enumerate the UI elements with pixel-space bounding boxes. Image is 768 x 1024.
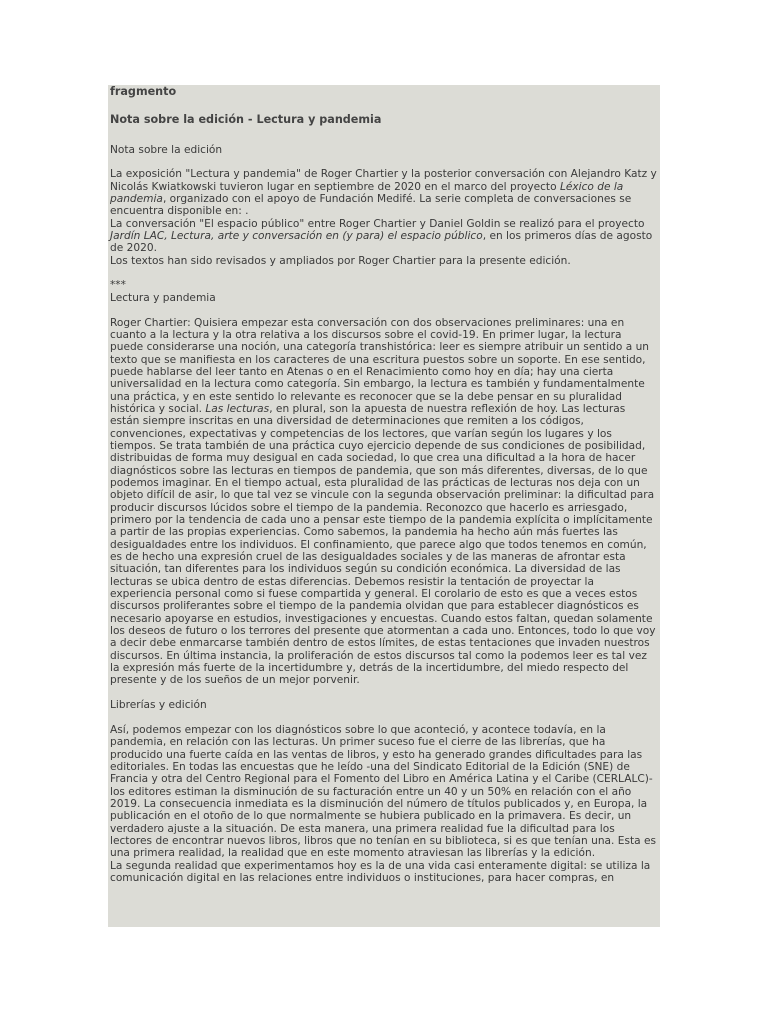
paragraph-text: La exposición "Lectura y pandemia" de Roger Chartier y la posterior conversación con Alejandro Katz y Nicolás Kwiatkowski tuvieron lugar en septiembre de 2020 en el marco del proyecto	[110, 168, 657, 193]
paragraph-text: , en plural, son la apuesta de nuestra reflexión de hoy. Las lecturas están siempre inscritas en una diversidad de determinaciones que remiten a los códigos, convenciones, expectativas y competencias de los lectores, que varían según los lugares y los tiempos. Se trata también de una práctica cuyo ejercicio depende de sus condiciones de posibilidad, distribuidas de forma muy desigual en cada sociedad, lo que crea una dificultad a la hora de hacer diagnósticos sobre las lecturas en tiempos de pandemia, que son más diferentes, diversas, de lo que podemos imaginar. En el tiempo actual, esta pluralidad de las prácticas de lecturas nos deja con un objeto difícil de asir, lo que tal vez se vincule con la segunda observación preliminar: la dificultad para producir discursos lúcidos sobre el tiempo de la pandemia. Reconozco que hacerlo es arriesgado, primero por la tendencia de cada uno a pensar este tiempo de la pandemia explícita o implícitamente a partir de las propias experiencias. Como sabemos, la pandemia ha hecho aún más fuertes las desigualdades entre los individuos. El confinamiento, que parece algo que todos tenemos en común, es de hecho una expresión cruel de las desigualdades sociales y de las maneras de afrontar esta situación, tan diferentes para los individuos según su condición económica. La diversidad de las lecturas se ubica dentro de estas diferencias. Debemos resistir la tentación de proyectar la experiencia personal como si fuese compartida y general. El corolario de esto es que a veces estos discursos proliferantes sobre el tiempo de la pandemia olvidan que para establecer diagnósticos es necesario apoyarse en estudios, investigaciones y encuestas. Cuando estos faltan, quedan solamente los deseos de futuro o los terrores del presente que atormentan a cada uno. Entonces, todo lo que voy a decir debe enmarcarse también dentro de estos límites, de estas tentaciones que invaden nuestros discursos. En última instancia, la proliferación de estos discursos tal como la podemos leer es tal vez la expresión más fuerte de la incertidumbre y, detrás de la incertidumbre, del miedo respecto del presente y de los sueños de un mejor porvenir.	[110, 402, 656, 687]
paragraph-nota-3: Los textos han sido revisados y ampliados por Roger Chartier para la presente edición.	[110, 254, 571, 267]
fragment-label: fragmento	[110, 85, 177, 98]
paragraph-lectura	[110, 317, 658, 687]
separator-asterisks: ***	[110, 279, 126, 292]
paragraph-emphasis: Jardín LAC, Lectura, arte y conversación en (y para) el espacio público	[110, 230, 483, 243]
spacer	[110, 267, 658, 279]
paragraph-nota-2	[110, 218, 658, 255]
paragraph-librerias-2: La segunda realidad que experimentamos hoy es la de una vida casi enteramente digital: se utiliza la comunicación digital en las relaciones entre individuos o instituciones, para hacer compras, en	[110, 859, 651, 884]
paragraph-emphasis: Léxico de la pandemia	[110, 180, 624, 206]
paragraph-text: La conversación "El espacio público" entre Roger Chartier y Daniel Goldin se realizó para el proyecto	[110, 217, 645, 230]
paragraph-librerias-1: Así, podemos empezar con los diagnósticos sobre lo que aconteció, y acontece todavía, en la pandemia, en relación con las lecturas. Un primer suceso fue el cierre de las librerías, que ha producido una fuerte caída en las ventas de libros, y esto ha generado grandes dificultades para las editoriales. En todas las encuestas que he leído -una del Sindicato Editorial de la Edición (SNE) de Francia y otra del Centro Regional para el Fomento del Libro en América Latina y el Caribe (CERLALC)- los editores estiman la disminución de su facturación entre un 40 y un 50% en relación con el año 2019. La consecuencia inmediata es la disminución del número de títulos publicados y, en Europa, la publicación en el otoño de lo que normalmente se hubiera publicado en la primavera. Es decir, un verdadero ajuste a la situación. De esta manera, una primera realidad fue la dificultad para los lectores de encontrar nuevos libros, libros que no tenían en su biblioteca, si es que tenían una. Esta es una primera realidad, la realidad que en este momento atraviesan las librerías y la edición.	[110, 723, 657, 860]
paragraph-text: Roger Chartier: Quisiera empezar esta conversación con dos observaciones preliminares: una en cuanto a la lectura y la otra relativa a los discursos sobre el covid-19. En primer lugar, la lectura puede considerarse una noción, una categoría transhistórica: leer es siempre atribuir un sentido a un texto que se manifiesta en los caracteres de una escritura puestos sobre un soporte. En ese sentido, puede hablarse del leer tanto en Atenas o en el Renacimiento como hoy en día; hay una cierta universalidad en la lectura como categoría. Sin embargo, la lectura es también y fundamentalmente una práctica, y en este sentido lo relevante es reconocer que se la debe pensar en su pluralidad histórica y social.	[110, 316, 650, 415]
paragraph-emphasis: Las lecturas	[205, 402, 270, 415]
document-page	[108, 85, 660, 927]
spacer	[110, 687, 658, 699]
paragraph-text: , en los primeros días de agosto de 2020.	[110, 230, 653, 255]
section-heading-lectura: Lectura y pandemia	[110, 291, 216, 304]
paragraph-nota-1	[110, 168, 658, 217]
page-title: Nota sobre la edición - Lectura y pandemia	[110, 113, 382, 127]
paragraph-text: , organizado con el apoyo de Fundación Medifé. La serie completa de conversaciones se encuentra disponible en: .	[110, 193, 632, 218]
section-heading-librerias: Librerías y edición	[110, 699, 207, 712]
section-heading-nota: Nota sobre la edición	[110, 143, 223, 156]
